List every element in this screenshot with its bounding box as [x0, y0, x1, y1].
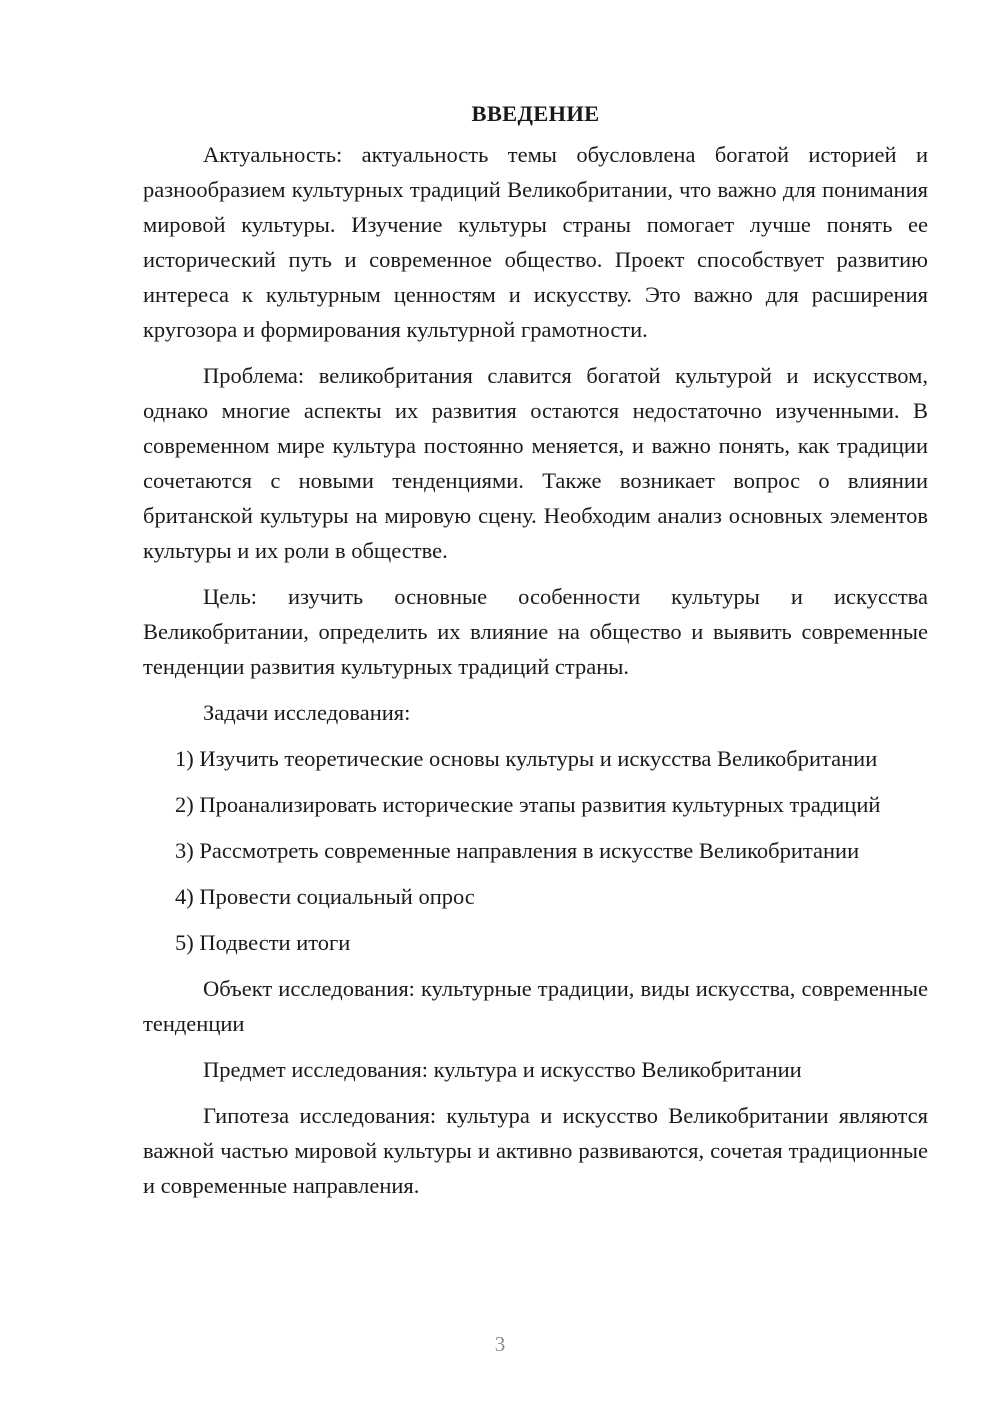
research-subject-paragraph: Предмет исследования: культура и искусство Великобритании [203, 1057, 802, 1082]
page-number: 3 [494, 1332, 506, 1356]
section-heading: ВВЕДЕНИЕ [471, 101, 600, 126]
hypothesis-paragraph: Гипотеза исследования: культура и искусство Великобритании являются важной частью мировой культуры и активно развиваются, сочетая традиционные и современные направления. [143, 1103, 928, 1198]
problem-paragraph: Проблема: великобритания славится богатой культурой и искусством, однако многие аспекты их развития остаются недостаточно изученными. В современном мире культура постоянно меняется, и важно понять, как традиции сочетаются с новыми тенденциями. Также возникает вопрос о влиянии британской культуры на мировую сцену. Необходим анализ основных элементов культуры и их роли в обществе. [143, 363, 928, 563]
research-object-paragraph: Объект исследования: культурные традиции, виды искусства, современные тенденции [143, 976, 928, 1036]
task-item-2: 2) Проанализировать исторические этапы развития культурных традиций [175, 792, 881, 817]
task-item-1: 1) Изучить теоретические основы культуры и искусства Великобритании [175, 746, 878, 771]
relevance-paragraph: Актуальность: актуальность темы обусловлена богатой историей и разнообразием культурных традиций Великобритании, что важно для понимания мировой культуры. Изучение культуры страны помогает лучше понять ее исторический путь и современное общество. Проект способствует развитию интереса к культурным ценностям и искусству. Это важно для расширения кругозора и формирования культурной грамотности. [143, 142, 928, 342]
tasks-title: Задачи исследования: [203, 700, 411, 725]
task-item-3: 3) Рассмотреть современные направления в искусстве Великобритании [175, 838, 860, 863]
goal-paragraph: Цель: изучить основные особенности культуры и искусства Великобритании, определить их влияние на общество и выявить современные тенденции развития культурных традиций страны. [143, 584, 928, 679]
task-item-4: 4) Провести социальный опрос [175, 884, 475, 909]
task-item-5: 5) Подвести итоги [175, 930, 351, 955]
page-content [143, 96, 928, 1203]
